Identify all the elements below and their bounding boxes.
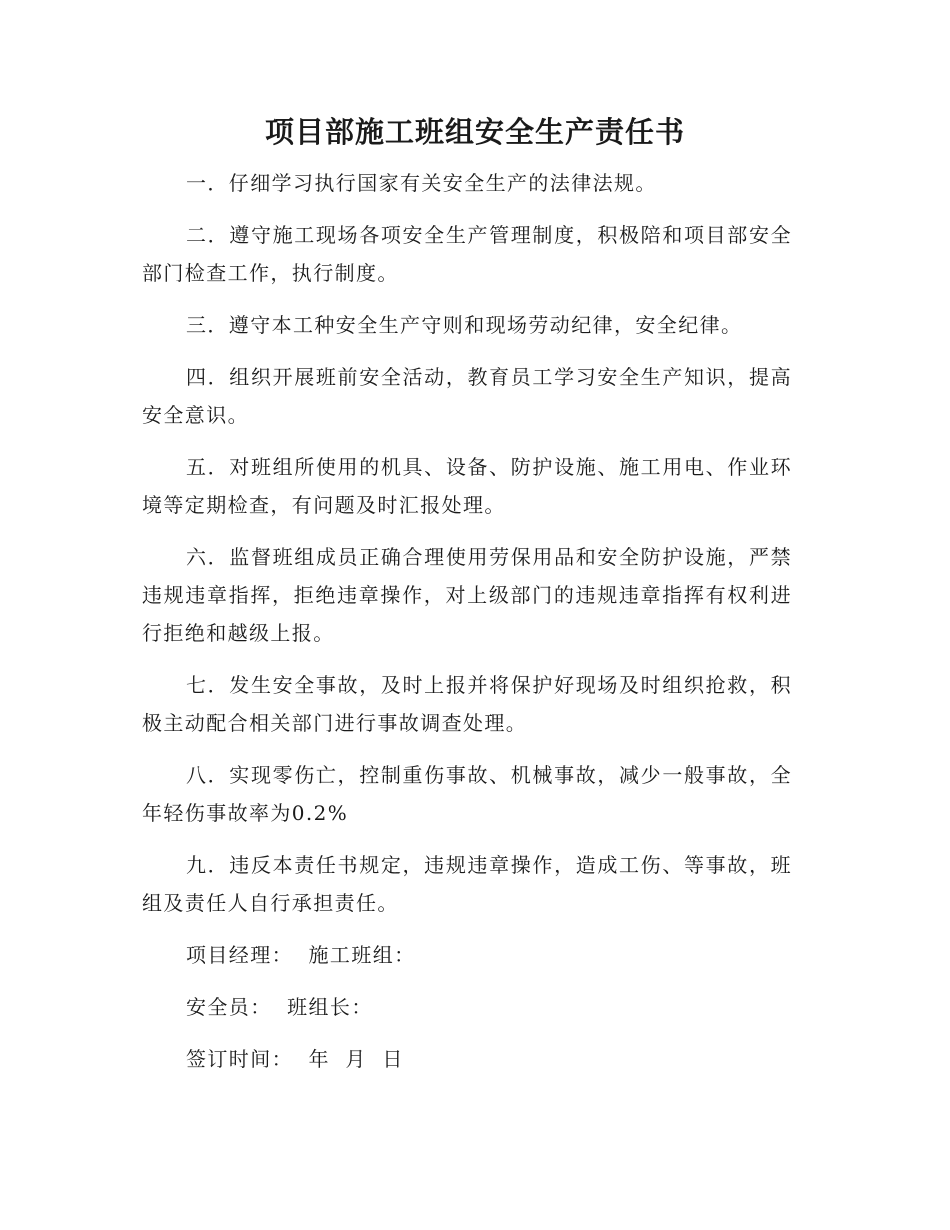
clause-5: 五．对班组所使用的机具、设备、防护设施、施工用电、作业环境等定期检查，有问题及时汇报处理。 bbox=[142, 455, 792, 517]
clause-7: 七．发生安全事故，及时上报并将保护好现场及时组织抢救，积极主动配合相关部门进行事故调查处理。 bbox=[142, 673, 792, 735]
clause-9: 九．违反本责任书规定，违规违章操作，造成工伤、等事故，班组及责任人自行承担责任。 bbox=[142, 853, 792, 915]
document-title: 项目部施工班组安全生产责任书 bbox=[264, 115, 685, 149]
signature-date-line: 签订时间： 年 月 日 bbox=[186, 1047, 404, 1071]
signature-safety-officer-line: 安全员： 班组长： bbox=[186, 995, 373, 1019]
document-body bbox=[142, 164, 792, 1092]
signature-project-manager-line: 项目经理： 施工班组： bbox=[186, 943, 416, 967]
clause-6: 六．监督班组成员正确合理使用劳保用品和安全防护设施，严禁违规违章指挥，拒绝违章操作，对上级部门的违规违章指挥有权利进行拒绝和越级上报。 bbox=[142, 545, 792, 645]
clause-3: 三．遵守本工种安全生产守则和现场劳动纪律，安全纪律。 bbox=[186, 313, 743, 337]
clause-8: 八．实现零伤亡，控制重伤事故、机械事故，减少一般事故，全年轻伤事故率为0.2% bbox=[142, 763, 792, 825]
clause-1: 一．仔细学习执行国家有关安全生产的法律法规。 bbox=[186, 171, 657, 195]
clause-4: 四．组织开展班前安全活动，教育员工学习安全生产知识，提高安全意识。 bbox=[142, 365, 792, 427]
clause-2: 二．遵守施工现场各项安全生产管理制度，积极陪和项目部安全部门检查工作，执行制度。 bbox=[142, 223, 792, 285]
